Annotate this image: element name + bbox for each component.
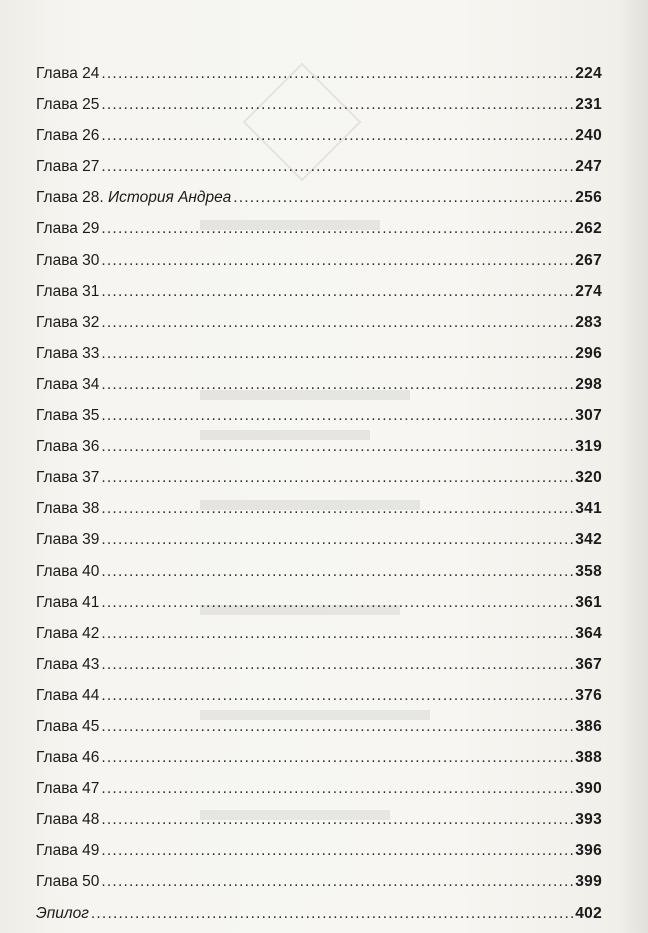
toc-row [36, 773, 602, 804]
toc-dot-leader [101, 400, 573, 431]
toc-chapter-title: Глава 49 [36, 842, 100, 860]
toc-chapter-label [36, 245, 99, 276]
toc-dot-leader [101, 338, 573, 369]
toc-chapter-title: Глава 30 [36, 251, 100, 269]
toc-chapter-title: Глава 50 [36, 873, 100, 891]
toc-chapter-label [36, 804, 99, 835]
toc-chapter-title: Глава 29 [36, 220, 100, 238]
toc-chapter-label [36, 711, 99, 742]
toc-chapter-title: Глава 47 [36, 780, 100, 798]
toc-chapter-title: Глава 28. [36, 189, 104, 207]
toc-dot-leader [233, 182, 573, 213]
toc-page-number: 267 [575, 251, 602, 269]
toc-chapter-title: Глава 39 [36, 531, 100, 549]
toc-row [36, 898, 602, 929]
toc-chapter-label [36, 649, 99, 680]
toc-chapter-title: Глава 31 [36, 282, 100, 300]
toc-dot-leader [101, 804, 573, 835]
toc-dot-leader [101, 369, 573, 400]
toc-row [36, 245, 602, 276]
toc-chapter-label [36, 556, 99, 587]
toc-chapter-label [36, 866, 99, 897]
toc-chapter-title: Глава 45 [36, 717, 100, 735]
toc-chapter-title: Глава 44 [36, 686, 100, 704]
toc-page-number: 320 [575, 469, 602, 487]
toc-chapter-label [36, 276, 99, 307]
toc-page-number: 296 [575, 344, 602, 362]
toc-chapter-label [36, 898, 89, 929]
toc-row [36, 182, 602, 213]
toc-page-number: 341 [575, 500, 602, 518]
toc-row [36, 866, 602, 897]
toc-dot-leader [101, 493, 573, 524]
toc-chapter-title: Глава 41 [36, 593, 100, 611]
toc-row [36, 89, 602, 120]
toc-chapter-label [36, 182, 231, 213]
toc-row [36, 151, 602, 182]
toc-chapter-label [36, 462, 99, 493]
toc-chapter-label [36, 120, 99, 151]
toc-page-number: 307 [575, 407, 602, 425]
toc-page-number: 399 [575, 873, 602, 891]
toc-chapter-label [36, 400, 99, 431]
toc-page-number: 224 [575, 65, 602, 82]
toc-chapter-label [36, 369, 99, 400]
toc-page-number: 376 [575, 686, 602, 704]
toc-chapter-title: Глава 40 [36, 562, 100, 580]
toc-dot-leader [101, 742, 573, 773]
toc-row [36, 431, 602, 462]
toc-chapter-title: Глава 43 [36, 655, 100, 673]
toc-chapter-label [36, 835, 99, 866]
toc-page-number: 396 [575, 842, 602, 860]
toc-dot-leader [101, 276, 573, 307]
toc-row [36, 680, 602, 711]
toc-row [36, 649, 602, 680]
toc-row [36, 587, 602, 618]
toc-page-number: 319 [575, 438, 602, 456]
toc-dot-leader [101, 556, 573, 587]
toc-chapter-label [36, 89, 99, 120]
toc-row [36, 804, 602, 835]
toc-dot-leader [101, 213, 573, 244]
toc-row [36, 58, 602, 89]
toc-dot-leader [101, 773, 573, 804]
toc-chapter-title: Глава 26 [36, 127, 100, 145]
toc-chapter-title: Глава 33 [36, 344, 100, 362]
toc-page-number: 361 [575, 593, 602, 611]
toc-dot-leader [101, 649, 573, 680]
toc-chapter-label [36, 213, 99, 244]
toc-chapter-title: Глава 46 [36, 749, 100, 767]
toc-row [36, 400, 602, 431]
toc-chapter-label [36, 742, 99, 773]
toc-chapter-label [36, 431, 99, 462]
toc-chapter-label [36, 773, 99, 804]
toc-row [36, 369, 602, 400]
toc-chapter-label [36, 151, 99, 182]
toc-chapter-label [36, 587, 99, 618]
toc-chapter-label [36, 680, 99, 711]
toc-dot-leader [101, 587, 573, 618]
toc-row [36, 213, 602, 244]
toc-page-number: 386 [575, 717, 602, 735]
toc-chapter-label [36, 493, 99, 524]
toc-dot-leader [101, 835, 573, 866]
toc-chapter-subtitle: История Андреа [108, 189, 232, 207]
toc-row [36, 276, 602, 307]
toc-dot-leader [91, 898, 573, 929]
toc-row [36, 711, 602, 742]
toc-chapter-title: Глава 36 [36, 438, 100, 456]
toc-page-number: 240 [575, 127, 602, 145]
toc-page-number: 231 [575, 96, 602, 114]
toc-page-number: 367 [575, 655, 602, 673]
toc-page-number: 364 [575, 624, 602, 642]
page-edge-shadow [618, 0, 648, 933]
toc-row [36, 338, 602, 369]
toc-dot-leader [101, 120, 573, 151]
toc-chapter-title: Глава 38 [36, 500, 100, 518]
toc-dot-leader [101, 462, 573, 493]
toc-row [36, 618, 602, 649]
toc-dot-leader [101, 680, 573, 711]
toc-dot-leader [101, 245, 573, 276]
toc-dot-leader [101, 58, 573, 89]
toc-page-number: 390 [575, 780, 602, 798]
toc-page-number: 256 [575, 189, 602, 207]
toc-row [36, 524, 602, 555]
toc-chapter-title: Глава 34 [36, 375, 100, 393]
toc-page-number: 402 [575, 904, 602, 922]
toc-row [36, 835, 602, 866]
toc-page-number: 298 [575, 375, 602, 393]
toc-chapter-title: Глава 24 [36, 65, 100, 82]
toc-chapter-title: Глава 37 [36, 469, 100, 487]
toc-row [36, 556, 602, 587]
toc-dot-leader [101, 524, 573, 555]
toc-page-number: 342 [575, 531, 602, 549]
toc-dot-leader [101, 151, 573, 182]
toc-chapter-label [36, 307, 99, 338]
toc-row [36, 493, 602, 524]
toc-page-number: 393 [575, 811, 602, 829]
toc-row [36, 462, 602, 493]
toc-dot-leader [101, 711, 573, 742]
toc-page-number: 283 [575, 313, 602, 331]
toc-chapter-title: Глава 48 [36, 811, 100, 829]
toc-page-number: 388 [575, 749, 602, 767]
toc-dot-leader [101, 307, 573, 338]
toc-row [36, 120, 602, 151]
toc-chapter-title: Эпилог [36, 904, 89, 922]
toc-page-number: 358 [575, 562, 602, 580]
toc-page-number: 247 [575, 158, 602, 176]
toc-chapter-title: Глава 35 [36, 407, 100, 425]
toc-page-number: 274 [575, 282, 602, 300]
toc-dot-leader [101, 618, 573, 649]
toc-chapter-title: Глава 27 [36, 158, 100, 176]
toc-chapter-label [36, 58, 99, 89]
toc-chapter-label [36, 338, 99, 369]
toc-chapter-title: Глава 42 [36, 624, 100, 642]
toc-dot-leader [101, 431, 573, 462]
toc-row [36, 742, 602, 773]
table-of-contents [36, 58, 602, 929]
toc-page-number: 262 [575, 220, 602, 238]
toc-chapter-label [36, 524, 99, 555]
toc-row [36, 307, 602, 338]
toc-chapter-label [36, 618, 99, 649]
toc-dot-leader [101, 866, 573, 897]
toc-dot-leader [101, 89, 573, 120]
toc-chapter-title: Глава 32 [36, 313, 100, 331]
toc-chapter-title: Глава 25 [36, 96, 100, 114]
